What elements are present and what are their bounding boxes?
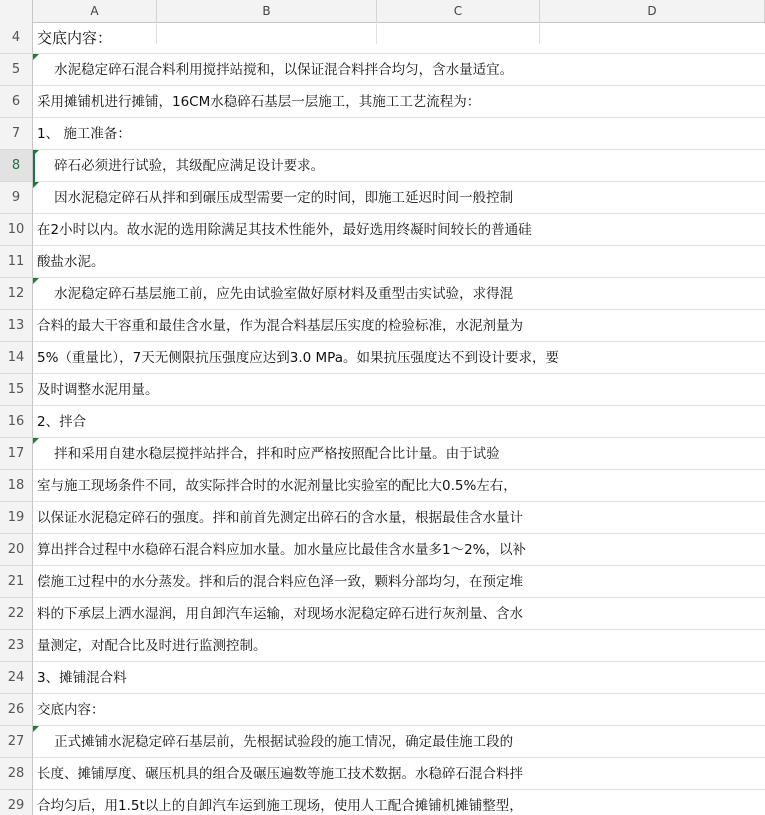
cell-grid: [33, 22, 765, 815]
row-header-bar: [0, 22, 33, 815]
cell-a[interactable]: 1、 施工准备：: [37, 126, 131, 142]
cell-a[interactable]: 长度、摊铺厚度、碾压机具的组合及碾压遍数等施工技术数据。水稳碎石混合料拌: [37, 766, 523, 782]
column-header-c[interactable]: C: [377, 0, 540, 22]
row-header[interactable]: 14: [0, 342, 32, 374]
column-header-a[interactable]: A: [33, 0, 157, 22]
cell-a[interactable]: 拌和采用自建水稳层搅拌站拌合，拌和时应严格按照配合比计量。由于试验: [37, 446, 500, 462]
table-row: [33, 86, 765, 118]
cell-a[interactable]: 因水泥稳定碎石从拌和到碾压成型需要一定的时间，即施工延迟时间一般控制: [37, 190, 514, 206]
table-row: [33, 566, 765, 598]
cell-a[interactable]: 合料的最大干容重和最佳含水量，作为混合料基层压实度的检验标准，水泥剂量为: [37, 318, 523, 334]
cell-a[interactable]: 碎石必须进行试验，其级配应满足设计要求。: [37, 158, 325, 174]
row-header[interactable]: 29: [0, 790, 32, 815]
table-row: [33, 246, 765, 278]
row-header[interactable]: 23: [0, 630, 32, 662]
cell-a[interactable]: 室与施工现场条件不同，故实际拌合时的水泥剂量比实验室的配比大0.5%左右，: [37, 478, 517, 494]
column-header-d[interactable]: D: [540, 0, 765, 22]
table-row: [33, 54, 765, 86]
row-header[interactable]: 21: [0, 566, 32, 598]
cell-a[interactable]: 交底内容：: [37, 702, 105, 718]
cell-a[interactable]: 水泥稳定碎石基层施工前，应先由试验室做好原材料及重型击实试验，求得混: [37, 286, 514, 302]
row-header[interactable]: 20: [0, 534, 32, 566]
table-row: [33, 310, 765, 342]
table-row: [33, 630, 765, 662]
table-row: [33, 694, 765, 726]
cell-a[interactable]: 算出拌合过程中水稳碎石混合料应加水量。加水量应比最佳含水量多1～2%，以补: [37, 542, 527, 558]
row-header[interactable]: 6: [0, 86, 32, 118]
row-header[interactable]: 17: [0, 438, 32, 470]
table-row: [33, 342, 765, 374]
table-row: [33, 438, 765, 470]
row-header[interactable]: 5: [0, 54, 32, 86]
row-header[interactable]: 19: [0, 502, 32, 534]
cell-a[interactable]: 量测定，对配合比及时进行监测控制。: [37, 638, 267, 654]
select-all-corner[interactable]: [0, 0, 33, 22]
table-row: [33, 214, 765, 246]
row-header[interactable]: 22: [0, 598, 32, 630]
row-header[interactable]: 28: [0, 758, 32, 790]
row-header[interactable]: 4: [0, 22, 32, 54]
row-header[interactable]: 26: [0, 694, 32, 726]
table-row: [33, 502, 765, 534]
cell-a[interactable]: 酸盐水泥。: [37, 254, 105, 270]
row-header[interactable]: 7: [0, 118, 32, 150]
row-header[interactable]: 16: [0, 406, 32, 438]
cell-a[interactable]: 偿施工过程中的水分蒸发。拌和后的混合料应色泽一致，颗料分部均匀，在预定堆: [37, 574, 523, 590]
row-header[interactable]: 10: [0, 214, 32, 246]
table-row: [33, 182, 765, 214]
cell-a[interactable]: 正式摊铺水泥稳定碎石基层前，先根据试验段的施工情况，确定最佳施工段的: [37, 734, 514, 750]
row-header[interactable]: 11: [0, 246, 32, 278]
table-row: [33, 726, 765, 758]
table-row: [33, 118, 765, 150]
cell-a[interactable]: 2、拌合: [37, 414, 87, 430]
table-row: [33, 278, 765, 310]
table-row: [33, 758, 765, 790]
cell-a[interactable]: 水泥稳定碎石混合料利用搅拌站搅和，以保证混合料拌合均匀，含水量适宜。: [37, 62, 514, 78]
table-row: [33, 598, 765, 630]
table-row: [33, 22, 765, 54]
cell-a[interactable]: 及时调整水泥用量。: [37, 382, 159, 398]
table-row: [33, 406, 765, 438]
active-cell-marker: [33, 150, 35, 182]
column-header-b[interactable]: B: [157, 0, 377, 22]
table-row: [33, 662, 765, 694]
row-header[interactable]: 27: [0, 726, 32, 758]
row-header[interactable]: 15: [0, 374, 32, 406]
row-header[interactable]: 24: [0, 662, 32, 694]
row-header[interactable]: 13: [0, 310, 32, 342]
table-row: [33, 150, 765, 182]
table-row: [33, 534, 765, 566]
cell-a[interactable]: 以保证水泥稳定碎石的强度。拌和前首先测定出碎石的含水量，根据最佳含水量计: [37, 510, 523, 526]
row-header[interactable]: 18: [0, 470, 32, 502]
table-row: [33, 374, 765, 406]
cell-a[interactable]: 料的下承层上洒水湿润，用自卸汽车运输，对现场水泥稳定碎石进行灰剂量、含水: [37, 606, 523, 622]
column-header-bar: [0, 0, 765, 23]
row-header[interactable]: 9: [0, 182, 32, 214]
cell-a[interactable]: 采用摊铺机进行摊铺，16CM水稳碎石基层一层施工，其施工工艺流程为：: [37, 94, 481, 110]
cell-a[interactable]: 合均匀后，用1.5t以上的自卸汽车运到施工现场，使用人工配合摊铺机摊铺整型，: [37, 798, 523, 814]
table-row: [33, 790, 765, 815]
cell-a[interactable]: 在2小时以内。故水泥的选用除满足其技术性能外，最好选用终凝时间较长的普通硅: [37, 222, 532, 238]
row-header[interactable]: 12: [0, 278, 32, 310]
row-header[interactable]: 8: [0, 150, 32, 182]
cell-a[interactable]: 5%（重量比），7天无侧限抗压强度应达到3.0 MPa。如果抗压强度达不到设计要求，要: [37, 350, 559, 366]
cell-a[interactable]: 3、摊铺混合料: [37, 670, 127, 686]
cell-a[interactable]: 交底内容：: [37, 29, 113, 47]
table-row: [33, 470, 765, 502]
